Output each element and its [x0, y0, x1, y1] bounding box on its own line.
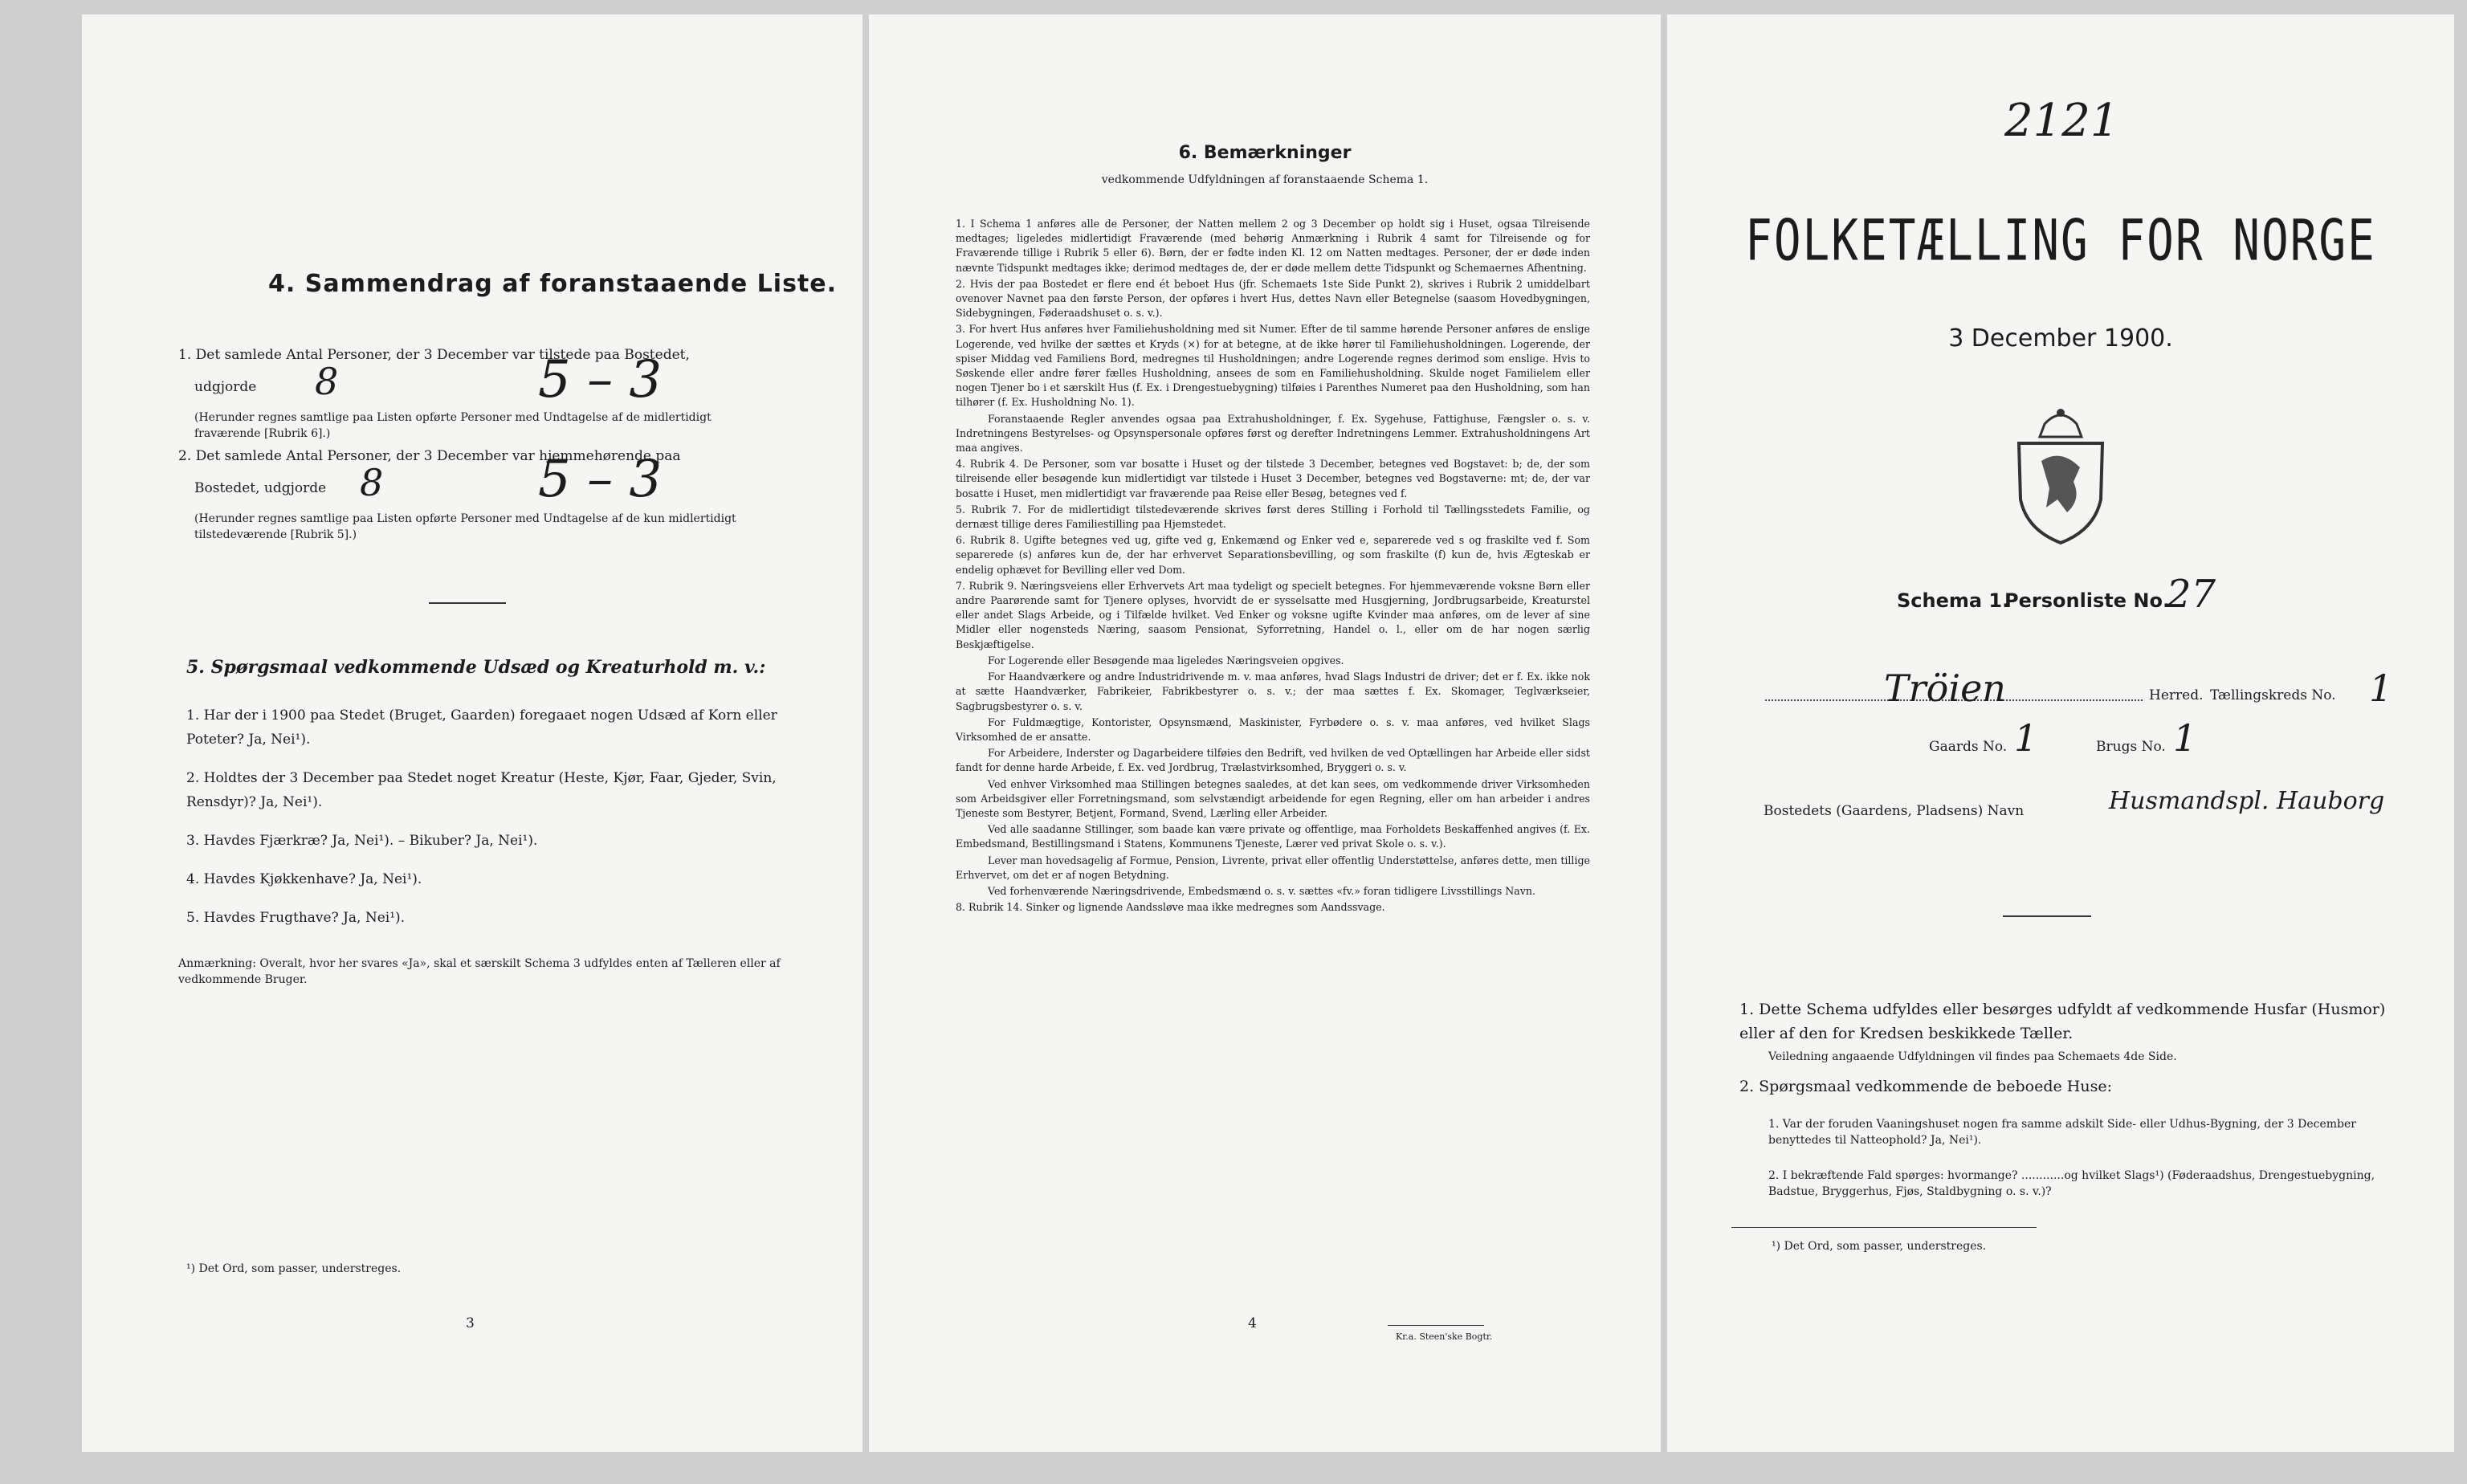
remark-paragraph: For Fuldmægtige, Kontorister, Opsynsmænd, Maskinister, Fyrbødere o. s. v. maa anføres, ved hvilket Slags Virksomhed de er ansatte.: [956, 716, 1590, 743]
section4-title: 4. Sammendrag af foranstaaende Liste.: [268, 270, 838, 298]
coat-of-arms-icon: [2004, 405, 2117, 546]
instruction-2-q2: 2. I bekræftende Fald spørges: hvormange? ............og hvilket Slags¹) (Føderaadshus, Drengestuebygning, Badstue, Bryggerhus, Fjøs, Staldbygning o. s. v.)?: [1768, 1169, 2375, 1198]
q1-label: udgjorde: [194, 379, 257, 395]
q1-line1: 1. Det samlede Antal Personer, der 3 December var tilstede paa Bostedet,: [178, 347, 690, 363]
remark-paragraph: 4. Rubrik 4. De Personer, som var bosatte i Huset og der tilstede 3 December, betegnes ved Bogstavet: b; de, der som tilreisende eller besøgende kun midlertidigt var tilstede i Huset 3 December, betegnes ved Bogstaverne: mt; de, der var bosatte i Huset, men midlertidigt var fraværende paa Reise eller Besøg, betegnes ved f.: [956, 458, 1590, 499]
remark-paragraph: For Haandværkere og andre Industridrivende m. v. maa anføres, hvad Slags Industri de driver; det er f. Ex. ikke nok at sætte Haandværker, Fabrikeier, Fabrikbestyrer o. s. v.; der maa sættes f. Ex. Skomager, Teglværkseier, Sagbrugsbestyrer o. s. v.: [956, 671, 1590, 712]
remark-paragraph: Ved alle saadanne Stillinger, som baade kan være private og offentlige, maa Forholdets Beskaffenhed angives (f. Ex. Embedsmand, Bestillingsmand i Statens, Kommunens Tjeneste, Lærer ved privat Skole o. s. v.).: [956, 823, 1590, 850]
main-title: FOLKETÆLLING FOR NORGE: [1745, 208, 2376, 275]
kreds-label: Tællingskreds No.: [2210, 687, 2336, 703]
question-item: 4. Havdes Kjøkkenhave? Ja, Nei¹).: [186, 871, 422, 887]
remark: Anmærkning: Overalt, hvor her svares «Ja», skal et særskilt Schema 3 udfyldes enten af Tælleren eller af vedkommende Bruger.: [178, 957, 781, 986]
remark-paragraph: Ved enhver Virksomhed maa Stillingen betegnes saaledes, at det kan sees, om vedkommende driver Virksomheden som Arbeidsgiver eller Forretningsmand, som selvstændigt arbeidende for egen Regning, eller om han arbeider i andres Tjeneste som Bestyrer, Betjent, Formand, Svend, Lærling eller Arbeider.: [956, 777, 1590, 819]
question-item: 2. Holdtes der 3 December paa Stedet noget Kreatur (Heste, Kjør, Faar, Gjeder, Svin, Rensdyr)? Ja, Nei¹).: [186, 770, 777, 810]
remark-paragraph: 2. Hvis der paa Bostedet er flere end ét beboet Hus (jfr. Schemaets 1ste Side Punkt 2), skrives i Rubrik 2 umiddelbart ovenover Navnet paa den første Person, der opføres i hvert Hus, dettes Navn eller Betegnelse (saasom Hovedbygningen, Sidebygningen, Føderaadshuset o. s. v.).: [956, 277, 1590, 320]
remark-paragraph: 8. Rubrik 14. Sinker og lignende Aandssløve maa ikke medregnes som Aandssvage.: [956, 901, 1385, 914]
brugs-number: 1: [2173, 716, 2197, 760]
schema-label: Schema 1.: [1897, 589, 2010, 612]
page-left: [82, 14, 862, 1452]
printer-credit: Kr.a. Steen'ske Bogtr.: [1396, 1331, 1493, 1342]
footnote: ¹) Det Ord, som passer, understreges.: [1772, 1240, 1987, 1253]
gaards-label: Gaards No.: [1929, 739, 2008, 755]
q1-split: 5 – 3: [538, 350, 663, 410]
archive-number: 2121: [2004, 95, 2119, 147]
page-number: 3: [466, 1315, 475, 1331]
remark-paragraph: Foranstaaende Regler anvendes ogsaa paa Extrahusholdninger, f. Ex. Sygehuse, Fattighuse, Fængsler o. s. v. Indretningens Bestyrelses- og Opsynspersonale opføres først og derefter Indretningens Lemmer. Extrahusholdningens Art maa angives.: [956, 412, 1590, 455]
divider: [2003, 915, 2091, 917]
q2-split: 5 – 3: [538, 450, 663, 509]
herred-value: Tröien: [1884, 667, 2006, 710]
footnote-rule: [1731, 1227, 2037, 1228]
instruction-1: 1. Dette Schema udfyldes eller besørges udfyldt af vedkommende Husfar (Husmor) eller af den for Kredsen beskikkede Tæller.: [1739, 1001, 2386, 1042]
instruction-2-q1: 1. Var der foruden Vaaningshuset nogen fra samme adskilt Side- eller Udhus-Bygning, der 3 December benyttedes til Natteophold? Ja, Nei¹).: [1768, 1118, 2356, 1147]
q2-note: (Herunder regnes samtlige paa Listen opførte Personer med Undtagelse af de kun midlertidigt tilstedeværende [Rubrik 5].): [194, 512, 736, 541]
section5-title: 5. Spørgsmaal vedkommende Udsæd og Kreaturhold m. v.:: [186, 657, 766, 678]
question-item: 1. Har der i 1900 paa Stedet (Bruget, Gaarden) foregaaet nogen Udsæd af Korn eller Poteter? Ja, Nei¹).: [186, 707, 777, 748]
remark-paragraph: 3. For hvert Hus anføres hver Familiehusholdning med sit Numer. Efter de til samme hørende Personer anføres de enslige Logerende, ved hvilke der sættes et Kryds (×) for at betegne, at de ikke hører til Familiehusholdningen. Logerende, der spiser Middag ved Familiens Bord, medregnes til Husholdningen; andre Logerende regnes derimod som enslige. Hvis to Søskende eller andre fører fælles Husholdning, ansees de som en Familiehusholdning. Skulde noget Familielem eller nogen Tjener bo i et særskilt Hus (f. Ex. i Drengestuebygning) tilføies i Parenthes Numeret paa den Husholdning, som han tilhører (f. Ex. Husholdning No. 1).: [956, 323, 1590, 409]
personliste-number: 27: [2167, 572, 2216, 617]
remark-paragraph: 6. Rubrik 8. Ugifte betegnes ved ug, gifte ved g, Enkemænd og Enker ved e, separerede ved s og fraskilte ved f. Som separerede (s) anføres kun de, der har erhvervet Separationsbevilling, og som fraskilte (f) kun de, hvis Ægteskab er endelig ophævet for Bevilling eller ved Dom.: [956, 534, 1590, 576]
remark-paragraph: 7. Rubrik 9. Næringsveiens eller Erhvervets Art maa tydeligt og specielt betegnes. For hjemmeværende voksne Børn eller andre Paarørende samt for Tjenere oplyses, hvorvidt de er sysselsatte med Husgjerning, Jordbrugsarbeide, Kreaturstel eller andet Slags Arbeide, og i Tilfælde hvilket. Ved Enker og voksne ugifte Kvinder maa anføres, om de lever af sine Midler eller nogensteds Næring, saasom Pensionat, Syforretning, Handel o. l., eller om de har nogen særlig Beskjæftigelse.: [956, 579, 1590, 650]
q1-total: 8: [315, 360, 339, 403]
page-number: 4: [1248, 1315, 1257, 1331]
question-list: [186, 703, 781, 944]
question-item: 3. Havdes Fjærkræ? Ja, Nei¹). – Bikuber? Ja, Nei¹).: [186, 833, 538, 849]
instruction-2: 2. Spørgsmaal vedkommende de beboede Huse:: [1739, 1078, 2112, 1095]
bosted-value: Husmandspl. Hauborg: [2109, 787, 2385, 815]
footnote: ¹) Det Ord, som passer, understreges.: [186, 1262, 402, 1275]
remark-paragraph: 1. I Schema 1 anføres alle de Personer, der Natten mellem 2 og 3 December op holdt sig i Huset, ogsaa Tilreisende medtages; ligeledes midlertidigt Fraværende (med behørig Anmærkning i Rubrik 4 samt for Tilreisende og for Fraværende tillige i Rubrik 5 eller 6). Børn, der er fødte inden Kl. 12 om Natten medtages. Personer, der er døde inden nævnte Tidspunkt medtages ikke; derimod medtages de, der er døde mellem dette Tidspunkt og Schemaernes Afhentning.: [956, 218, 1590, 274]
brugs-label: Brugs No.: [2096, 739, 2166, 755]
divider: [429, 602, 506, 604]
remark-paragraph: For Logerende eller Besøgende maa ligeledes Næringsveien opgives.: [988, 654, 1344, 667]
census-date: 3 December 1900.: [1948, 324, 2173, 353]
printer-rule: [1388, 1325, 1484, 1326]
personliste-label: Personliste No.: [2004, 589, 2171, 612]
bosted-label: Bostedets (Gaardens, Pladsens) Navn: [1764, 803, 2025, 819]
q2-label: Bostedet, udgjorde: [194, 480, 327, 496]
remarks-subtitle: vedkommende Udfyldningen af foranstaaende Schema 1.: [1101, 173, 1429, 186]
remark-paragraph: Ved forhenværende Næringsdrivende, Embedsmænd o. s. v. sættes «fv.» foran tidligere Livsstillings Navn.: [988, 884, 1536, 897]
gaards-number: 1: [2014, 716, 2038, 760]
page-right: [1667, 14, 2454, 1452]
question-item: 5. Havdes Frugthave? Ja, Nei¹).: [186, 910, 406, 926]
remark-paragraph: Lever man hovedsagelig af Formue, Pension, Livrente, privat eller offentlig Understøttelse, anføres dette, men tillige Erhvervet, om det er af nogen Betydning.: [956, 854, 1590, 881]
remark-paragraph: 5. Rubrik 7. For de midlertidigt tilstedeværende skrives først deres Stilling i Forhold til Tællingsstedets Familie, og dernæst tillige deres Familiestilling paa Hjemstedet.: [956, 503, 1590, 531]
q1-note: (Herunder regnes samtlige paa Listen opførte Personer med Undtagelse af de midlertidigt fraværende [Rubrik 6].): [194, 411, 712, 440]
herred-label: Herred.: [2149, 687, 2204, 703]
remark-paragraph: For Arbeidere, Inderster og Dagarbeidere tilføies den Bedrift, ved hvilken de ved Optællingen har Arbeide eller sidst fandt for denne harde Arbeide, f. Ex. ved Jordbrug, Trælastvirksomhed, Bryggeri o. s. v.: [956, 747, 1590, 774]
remarks-title: 6. Bemærkninger: [1178, 143, 1352, 163]
kreds-number: 1: [2369, 667, 2393, 710]
page-middle: [869, 14, 1661, 1452]
q2-total: 8: [360, 461, 384, 504]
instruction-1-sub: Veiledning angaaende Udfyldningen vil findes paa Schemaets 4de Side.: [1768, 1050, 2177, 1063]
q2-line1: 2. Det samlede Antal Personer, der 3 December var hjemmehørende paa: [178, 448, 681, 464]
remarks-body: [956, 217, 1590, 916]
